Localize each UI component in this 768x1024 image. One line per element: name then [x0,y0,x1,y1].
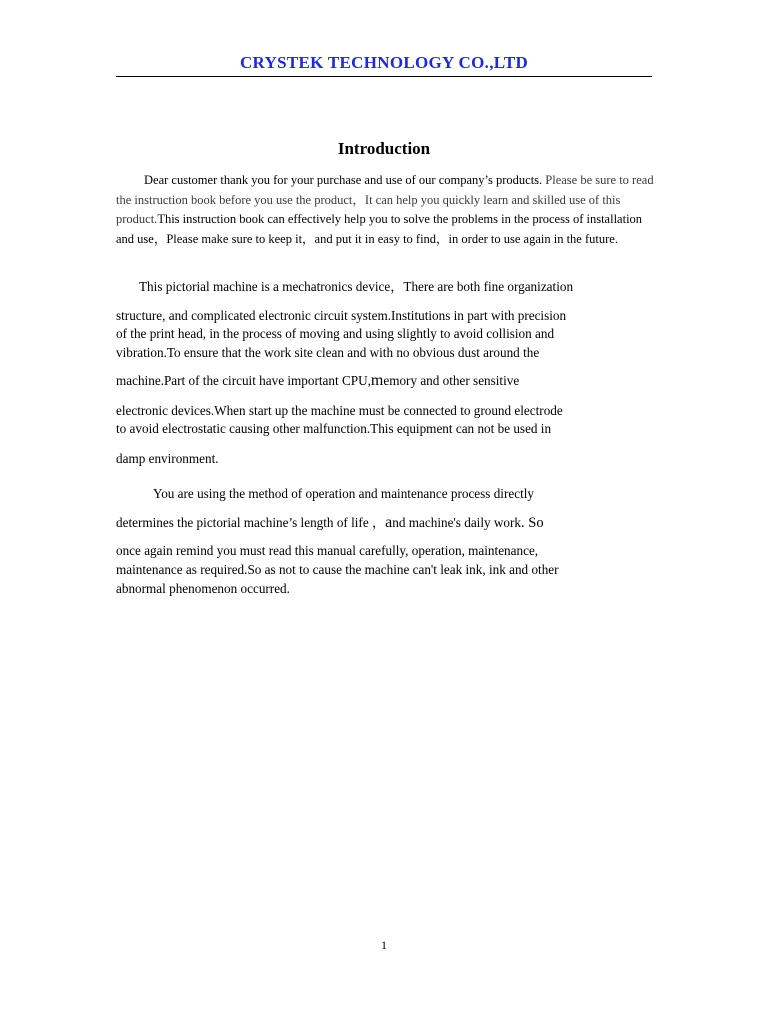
paragraph-3-line-2-start: determines the pictorial machine’s length of life ， [116,515,386,530]
paragraph-3-line-2-end: . So [521,515,544,531]
page-number: 1 [381,938,387,952]
paragraph-2-line-3: of the print head, in the process of moving and using slightly to avoid collision and [116,326,555,341]
paragraph-3-line-5: abnormal phenomenon occurred. [116,581,290,596]
page-header [116,52,652,77]
paragraph-2-line-1: This pictorial machine is a mechatronics device，There are both fine organization [139,279,574,294]
intro-text-instruction-book: This instruction book can effectively help you to solve the problems in the process of installation and use，Please make sure to keep it，and put it in easy to find，in order to use again in the future. [116,212,643,246]
paragraph-2-line-8: damp environment. [116,451,219,466]
intro-paragraph-1 [116,171,656,249]
paragraph-2-line-5 [116,371,519,390]
paragraph-2-line-6: electronic devices.When start up the machine must be connected to ground electrode [116,403,563,418]
paragraph-2-line-2: structure, and complicated electronic circuit system.Institutions in part with precision [116,308,567,323]
paragraph-2-line-5-start: machine.Part of the circuit have important CPU, [116,373,371,388]
paragraph-3-line-1: You are using the method of operation and maintenance process directly [153,486,534,501]
paragraph-2-line-4: vibration.To ensure that the work site clean and with no obvious dust around the [116,345,540,360]
paragraph-2-line-5-large-letter: m [370,372,384,389]
company-name: CRYSTEK TECHNOLOGY CO.,LTD [239,53,529,72]
paragraph-3-line-2-large-letter: a [385,514,393,531]
paragraph-3-line-2 [116,513,544,533]
paragraph-3-line-2-middle: nd machine's daily work [392,515,522,530]
intro-text-greeting: Dear customer thank you for your purchase and use of our company’s products. [144,173,543,187]
paragraph-3-line-3: once again remind you must read this manual carefully, operation, maintenance, [116,543,539,558]
paragraph-2-line-5-end: emory and other sensitive [383,373,520,388]
paragraph-3-line-4: maintenance as required.So as not to cause the machine can't leak ink, ink and other [116,562,559,577]
paragraph-2-line-7: to avoid electrostatic causing other malfunction.This equipment can not be used in [116,421,552,436]
intro-text-read-instructions: Please be sure to read the instruction book before you use the product，It can help you quickly learn and skilled use of this product. [116,173,654,226]
document-title: Introduction [337,139,431,158]
